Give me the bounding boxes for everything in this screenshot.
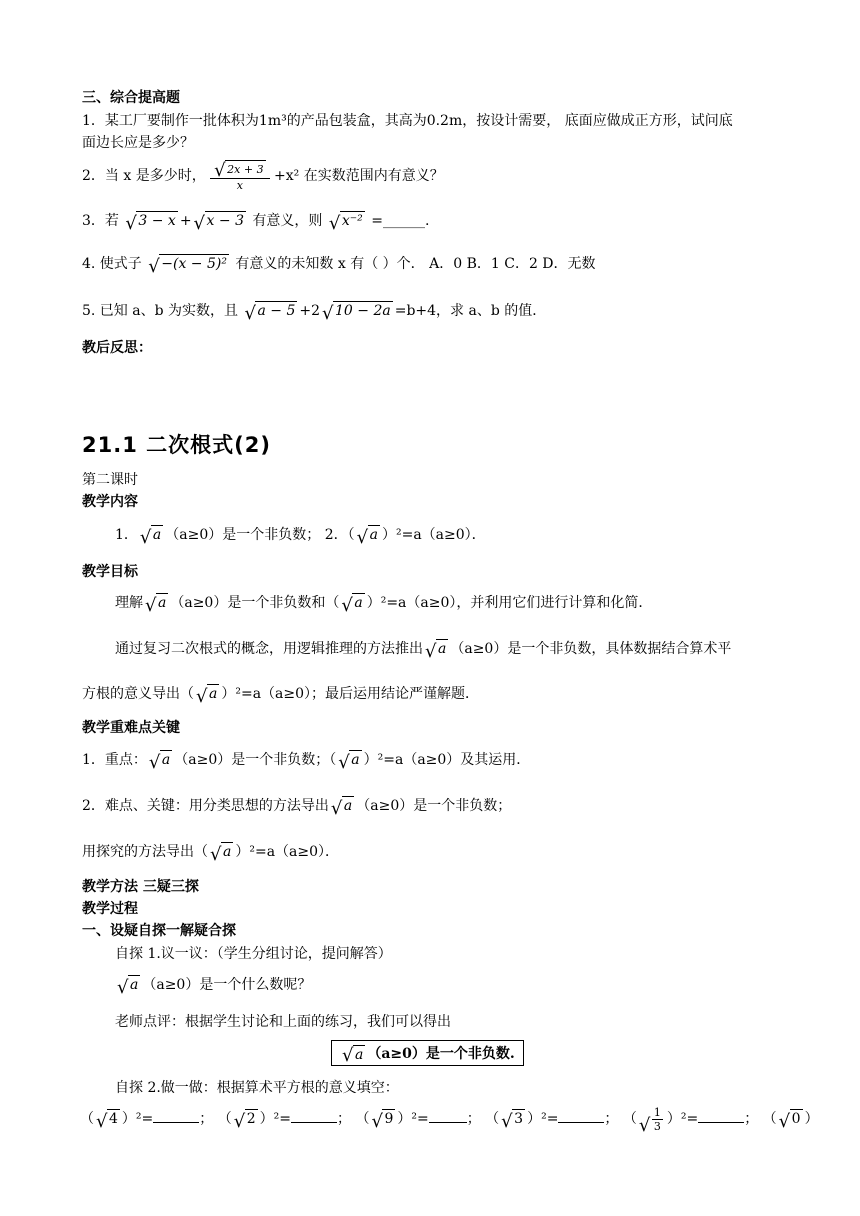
radical-a: a [158,595,167,611]
fill-radical-0: 0 [791,1111,801,1127]
content-text-b: （a≥0）是一个非负数； 2．（ [165,527,355,543]
paren: （ [355,1111,370,1127]
content-title: 教学内容 [82,494,138,510]
radical-a: a [369,527,378,543]
goal-text-a: 理解 [115,595,143,611]
paren: （ [622,1111,637,1127]
page-title: 21.1 二次根式(2) [82,433,271,457]
q5-text-c: =b+4，求 a、b 的值． [394,303,547,319]
key-title: 教学重难点关键 [82,720,180,736]
square-tail: ）²= [666,1111,699,1127]
key-line-3 [82,842,339,862]
goal-text-f: 方根的意义导出（ [82,686,194,702]
key-text-b: （a≥0）是一个非负数；（ [174,752,337,768]
q4-text-b: 有意义的未知数 x 有（ ）个． A．0 B．1 C．2 D．无数 [235,256,596,272]
method-title: 教学方法 三疑三探 [82,879,199,895]
question-1-line-2: 面边长应是多少？ [82,135,194,151]
teacher-comment: 老师点评：根据学生讨论和上面的练习，我们可以得出 [115,1014,451,1030]
q5-text-b: +2 [299,303,321,319]
sep: ； [744,1111,759,1127]
self-explore-2: 自探 2.做一做：根据算术平方根的意义填空： [115,1080,399,1096]
self-explore-1: 自探 1.议一议：（学生分组讨论，提问解答） [115,946,392,962]
key-text-e: （a≥0）是一个非负数； [356,798,512,814]
lesson-label: 第二课时 [82,472,138,488]
sep: ； [604,1111,619,1127]
square-tail: ）²= [259,1111,291,1127]
content-text-c: ）²=a（a≥0）． [381,527,486,543]
radical-a: a [343,798,353,814]
sep: ； [336,1111,351,1127]
q3-radical-2: x − 3 [206,213,244,229]
answer-blank[interactable] [291,1108,337,1123]
square-tail: ）²= [527,1111,559,1127]
radical-a: a [355,1047,364,1063]
goal-text-e: （a≥0）是一个非负数，具体数据结合算术平 [450,641,732,657]
paren: （ [80,1111,94,1127]
question-3: 3．若 √ 3 − x +√ x − 3 有意义，则 √ x⁻² =______. [82,211,429,231]
question-text: （a≥0）是一个什么数呢？ [142,977,312,993]
q2-fraction-denominator: x [236,179,243,192]
q2-fraction [210,160,269,192]
q3-text-a: 3．若 [82,213,119,229]
key-text-c: ）²=a（a≥0）及其运用． [363,752,531,768]
radical-a: a [438,641,447,657]
boxed-conclusion [331,1040,524,1066]
self-explore-1-question [115,975,311,995]
q5-radical-2: 10 − 2a [335,303,391,319]
paren: （ [217,1111,232,1127]
fill-radical-2: 2 [246,1111,256,1127]
goal-line-2 [115,639,731,659]
content-line [115,525,486,545]
step-1-title: 一、设疑自探一解疑合探 [82,923,236,939]
radical-a: a [223,844,232,860]
answer-blank[interactable] [558,1108,604,1123]
process-title: 教学过程 [82,901,138,917]
key-line-2 [82,796,511,816]
section-3-title: 三、综合提高题 [82,90,180,106]
square-tail: ）²= [121,1111,154,1127]
sep: ； [466,1111,481,1127]
q4-text-a: 4. 使式子 [82,256,142,272]
goal-text-c: ）²=a（a≥0），并利用它们进行计算和化简． [366,595,653,611]
question-1-line-1: 1．某工厂要制作一批体积为1m³的产品包装盒，其高为0.2m，按设计需要， 底面应做成正方形，试问底 [82,113,733,129]
q4-radical: −(x − 5)² [161,256,227,272]
goal-line-3 [82,684,479,704]
key-text-g: ）²=a（a≥0）． [235,844,340,860]
goal-title: 教学目标 [82,564,138,580]
fill-radical-4: 4 [109,1111,118,1127]
fill-radical-9: 9 [384,1111,394,1127]
radical-a: a [161,752,171,768]
q5-text-a: 5. 已知 a、b 为实数，且 [82,303,239,319]
radical-a: a [130,977,139,993]
goal-text-g: ）²=a（a≥0）；最后运用结论严谨解题． [221,686,480,702]
key-text-d: 2．难点、关键：用分类思想的方法导出 [82,798,329,814]
question-4 [82,254,596,274]
question-5 [82,301,546,321]
paren: （ [762,1111,777,1127]
key-text-a: 1．重点： [82,752,147,768]
q2-text-a: 2．当 x 是多少时， [82,168,206,184]
fraction-denominator: 3 [653,1120,661,1133]
q2-fraction-numerator: 2x + 3 [225,160,265,178]
q3-text-b: 有意义，则 [252,213,323,229]
q2-text-b: +x² 在实数范围内有意义？ [274,168,444,184]
q3-radical-3: x⁻² [341,213,363,229]
answer-blank[interactable] [153,1108,199,1123]
content-text-a: 1． [115,527,138,543]
fill-radical-3: 3 [514,1111,524,1127]
boxed-text: （a≥0）是一个非负数. [367,1046,515,1062]
q3-radical-1: 3 − x [138,213,176,229]
radical-a: a [354,595,363,611]
goal-text-b: （a≥0）是一个非负数和（ [170,595,340,611]
q5-radical-1: a − 5 [257,303,296,319]
fill-in-row: （√ 4 ）²= ； （√ 2 ）²= ； （√ 9 ）²= ； （√ 3 ）²= ； （ √ $\frac{1}{3}$ ）²= ； （√ 0 ） [80,1105,819,1133]
fraction-numerator: √ 1 [653,1106,661,1119]
square-tail: ）²= [397,1111,429,1127]
radical-a: a [152,527,162,543]
sep: ； [199,1111,214,1127]
paren: （ [485,1111,500,1127]
key-text-f: 用探究的方法导出（ [82,844,208,860]
q3-text-c: =______. [371,213,430,229]
answer-blank[interactable] [698,1108,744,1123]
reflection-label: 教后反思： [82,340,152,356]
goal-text-d: 通过复习二次根式的概念，用逻辑推理的方法推出 [115,641,423,657]
key-line-1 [82,750,530,770]
radical-a: a [351,752,360,768]
question-2 [82,160,444,192]
radical-a: a [209,686,218,702]
answer-blank[interactable] [429,1108,467,1123]
goal-line-1 [115,593,652,613]
